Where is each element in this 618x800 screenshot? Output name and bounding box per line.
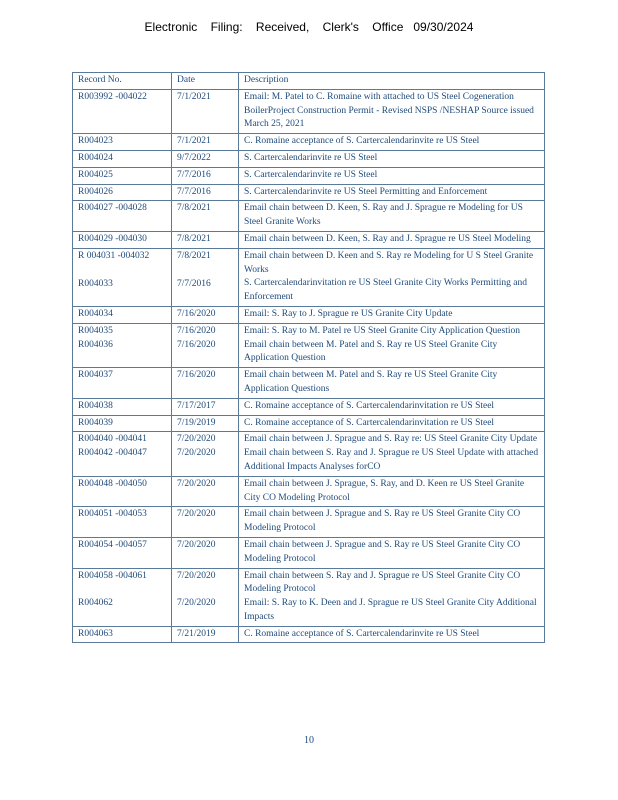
record-cell	[73, 432, 172, 476]
table-row	[73, 306, 545, 323]
table-row	[73, 231, 545, 248]
date-entry: 7/7/2016	[177, 169, 211, 180]
table-row	[73, 134, 545, 151]
description-cell	[239, 231, 545, 248]
date-entry: 7/16/2020	[177, 325, 216, 336]
record-entry: R004036	[78, 339, 113, 350]
date-cell	[172, 476, 239, 507]
description-cell	[239, 89, 545, 133]
column-header-date: Date	[172, 73, 239, 90]
description-cell	[239, 476, 545, 507]
date-entry: 7/20/2020	[177, 448, 216, 459]
date-cell	[172, 306, 239, 323]
date-entry: 7/7/2016	[177, 186, 211, 197]
table-row	[73, 89, 545, 133]
table-row	[73, 626, 545, 643]
record-entry: R004063	[78, 628, 113, 639]
date-cell	[172, 134, 239, 151]
date-entry: 7/1/2021	[177, 91, 211, 102]
description-cell	[239, 415, 545, 432]
table-row	[73, 201, 545, 232]
description-entry: Email chain between M. Patel and S. Ray re US Steel Granite City Application Questions	[244, 370, 498, 394]
date-entry: 7/1/2021	[177, 136, 211, 147]
date-entry: 7/16/2020	[177, 370, 216, 381]
description-entry: C. Romaine acceptance of S. Cartercalendarinvitation re US Steel	[244, 417, 495, 428]
description-entry: S. Cartercalendarinvite re US Steel	[244, 152, 378, 163]
record-entry: R004023	[78, 136, 113, 147]
description-entry: Email: S. Ray to K. Deen and J. Sprague re US Steel Granite City Additional Impacts	[244, 598, 537, 622]
record-entry: R004025	[78, 169, 113, 180]
description-entry: Email chain between J. Sprague and S. Ray re: US Steel Granite City Update	[244, 434, 538, 445]
description-cell	[239, 432, 545, 476]
date-entry: 7/8/2021	[177, 203, 211, 214]
column-header-record-no: Record No.	[73, 73, 172, 90]
description-cell	[239, 306, 545, 323]
table-row	[73, 248, 545, 306]
table-row	[73, 150, 545, 167]
date-entry: 7/16/2020	[177, 339, 216, 350]
record-entry: R004035	[78, 325, 113, 336]
description-entry: S. Cartercalendarinvitation re US Steel Granite City Works Permitting and Enforcement	[244, 278, 527, 303]
table-row	[73, 568, 545, 626]
date-entry: 7/7/2016	[177, 278, 211, 289]
date-entry: 7/21/2019	[177, 628, 216, 639]
table-row	[73, 432, 545, 476]
column-header-description: Description	[239, 73, 545, 90]
records-table	[72, 72, 545, 643]
table-row	[73, 415, 545, 432]
record-cell	[73, 306, 172, 323]
page-number: 10	[304, 735, 314, 746]
description-cell	[239, 368, 545, 399]
description-entry: S. Cartercalendarinvite re US Steel	[244, 169, 378, 180]
description-entry: Email: S. Ray to M. Patel re US Steel Granite City Application Question	[244, 325, 520, 336]
description-cell	[239, 537, 545, 568]
date-cell	[172, 537, 239, 568]
description-entry: C. Romaine acceptance of S. Cartercalendarinvitation re US Steel	[244, 400, 495, 411]
description-entry: S. Cartercalendarinvite re US Steel Permitting and Enforcement	[244, 186, 488, 197]
record-cell	[73, 323, 172, 367]
date-cell	[172, 323, 239, 367]
date-cell	[172, 184, 239, 201]
record-entry: R004054 -004057	[78, 539, 147, 550]
record-cell	[73, 184, 172, 201]
record-cell	[73, 134, 172, 151]
table-row	[73, 323, 545, 367]
description-cell	[239, 626, 545, 643]
records-table-body	[73, 73, 545, 643]
record-cell	[73, 167, 172, 184]
record-cell	[73, 415, 172, 432]
description-entry: Email chain between D. Keen and S. Ray re Modeling for U S Steel Granite Works	[244, 250, 534, 275]
record-entry: R004026	[78, 186, 113, 197]
date-cell	[172, 626, 239, 643]
record-entry: R004058 -004061	[78, 570, 147, 581]
description-entry: Email chain between J. Sprague, S. Ray, and D. Keen re US Steel Granite City CO Modeling Protocol	[244, 478, 525, 503]
date-entry: 7/16/2020	[177, 308, 216, 319]
date-entry: 7/20/2020	[177, 598, 216, 609]
record-cell	[73, 568, 172, 626]
date-cell	[172, 368, 239, 399]
date-entry: 7/20/2020	[177, 478, 216, 489]
record-entry: R004038	[78, 400, 113, 411]
description-entry: Email chain between S. Ray and J. Sprague re US Steel Granite City CO Modeling Protocol	[244, 570, 521, 595]
table-row	[73, 507, 545, 538]
date-entry: 7/20/2020	[177, 434, 216, 445]
description-cell	[239, 184, 545, 201]
description-entry: Email chain between J. Sprague and S. Ray re US Steel Granite City CO Modeling Protocol	[244, 509, 521, 534]
record-entry: R004027 -004028	[78, 203, 147, 214]
table-row	[73, 537, 545, 568]
description-cell	[239, 150, 545, 167]
record-entry: R004033	[78, 278, 113, 289]
date-entry: 7/19/2019	[177, 417, 216, 428]
description-entry: C. Romaine acceptance of S. Cartercalendarinvite re US Steel	[244, 628, 480, 639]
table-row	[73, 368, 545, 399]
record-entry: R003992 -004022	[78, 91, 147, 102]
description-entry: Email: M. Patel to C. Romaine with attached to US Steel Cogeneration BoilerProject Construction Permit - Revised NSPS /NESHAP Source issued March 25, 2021	[244, 91, 534, 130]
date-entry: 7/8/2021	[177, 233, 211, 244]
description-cell	[239, 167, 545, 184]
record-entry: R004034	[78, 308, 113, 319]
date-cell	[172, 248, 239, 306]
table-row	[73, 398, 545, 415]
record-entry: R004051 -004053	[78, 509, 147, 520]
description-entry: Email chain between D. Keen, S. Ray and J. Sprague re US Steel Modeling	[244, 233, 531, 244]
record-cell	[73, 248, 172, 306]
description-entry: Email chain between S. Ray and J. Sprague re US Steel Update with attached Additional Impacts Analyses forCO	[244, 448, 539, 472]
record-cell	[73, 150, 172, 167]
table-header-row	[73, 73, 545, 90]
date-entry: 7/20/2020	[177, 509, 216, 520]
table-row	[73, 184, 545, 201]
description-cell	[239, 507, 545, 538]
record-entry: R004029 -004030	[78, 233, 147, 244]
record-cell	[73, 398, 172, 415]
description-entry: Email: S. Ray to J. Sprague re US Granite City Update	[244, 308, 453, 319]
record-entry: R 004031 -004032	[78, 250, 150, 261]
record-cell	[73, 201, 172, 232]
description-cell	[239, 568, 545, 626]
date-cell	[172, 150, 239, 167]
date-cell	[172, 89, 239, 133]
date-entry: 7/8/2021	[177, 250, 211, 261]
date-cell	[172, 415, 239, 432]
description-cell	[239, 248, 545, 306]
date-cell	[172, 167, 239, 184]
record-cell	[73, 476, 172, 507]
description-cell	[239, 134, 545, 151]
record-cell	[73, 231, 172, 248]
date-entry: 9/7/2022	[177, 152, 211, 163]
table-row	[73, 167, 545, 184]
record-cell	[73, 537, 172, 568]
description-entry: Email chain between J. Sprague and S. Ray re US Steel Granite City CO Modeling Protocol	[244, 539, 521, 564]
date-cell	[172, 507, 239, 538]
description-entry: Email chain between D. Keen, S. Ray and J. Sprague re Modeling for US Steel Granite Works	[244, 203, 523, 228]
description-cell	[239, 323, 545, 367]
record-entry: R004024	[78, 152, 113, 163]
record-entry: R004042 -004047	[78, 448, 147, 459]
date-cell	[172, 432, 239, 476]
date-entry: 7/17/2017	[177, 400, 216, 411]
description-cell	[239, 201, 545, 232]
date-entry: 7/20/2020	[177, 539, 216, 550]
date-cell	[172, 201, 239, 232]
record-entry: R004062	[78, 598, 113, 609]
date-cell	[172, 231, 239, 248]
description-entry: Email chain between M. Patel and S. Ray re US Steel Granite City Application Question	[244, 339, 498, 364]
record-cell	[73, 626, 172, 643]
date-cell	[172, 568, 239, 626]
filing-header: Electronic Filing: Received, Clerk's Office 09/30/2024	[144, 20, 474, 34]
record-cell	[73, 89, 172, 133]
description-cell	[239, 398, 545, 415]
description-entry: C. Romaine acceptance of S. Cartercalendarinvite re US Steel	[244, 136, 480, 147]
record-entry: R004040 -004041	[78, 434, 147, 445]
table-row	[73, 476, 545, 507]
record-entry: R004048 -004050	[78, 478, 147, 489]
date-cell	[172, 398, 239, 415]
record-cell	[73, 507, 172, 538]
record-entry: R004037	[78, 370, 113, 381]
record-cell	[73, 368, 172, 399]
date-entry: 7/20/2020	[177, 570, 216, 581]
record-entry: R004039	[78, 417, 113, 428]
